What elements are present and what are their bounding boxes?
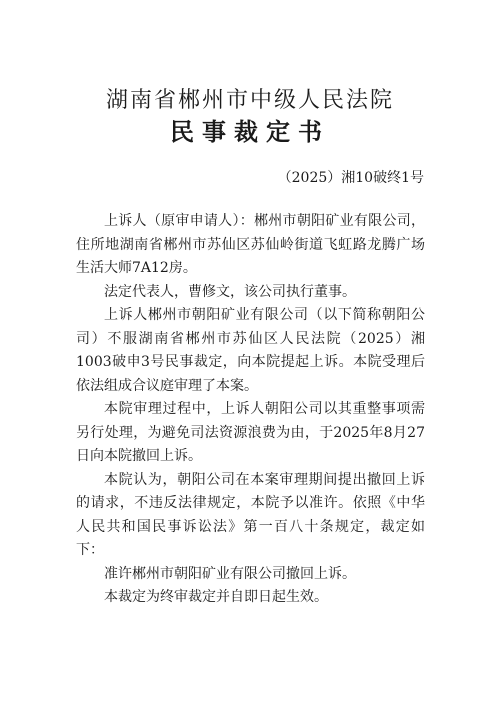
paragraph-court-opinion: 本院认为，朝阳公司在本案审理期间提出撤回上诉的请求，不违反法律规定，本院予以准许。依照《中华人民共和国民事诉讼法》第一百八十条规定，裁定如下：	[76, 471, 425, 558]
paragraph-appellant: 上诉人（原审申请人）：郴州市朝阳矿业有限公司，住所地湖南省郴州市苏仙区苏仙岭街道飞虹路龙腾广场生活大师7A12房。	[76, 213, 425, 276]
paragraph-legal-representative: 法定代表人，曹修文，该公司执行董事。	[104, 283, 356, 300]
document-body	[76, 210, 425, 610]
case-number: （2025）湘10破终1号	[277, 170, 424, 186]
document-title: 民事裁定书	[170, 117, 330, 146]
paragraph-finality: 本裁定为终审裁定并自即日起生效。	[104, 589, 328, 605]
paragraph-withdrawal: 本院审理过程中，上诉人朝阳公司以其重整事项需另行处理，为避免司法资源浪费为由，于2025年8月27日向本院撤回上诉。	[76, 401, 425, 464]
paragraph-case-background: 上诉人郴州市朝阳矿业有限公司（以下简称朝阳公司）不服湖南省郴州市苏仙区人民法院（2025）湘1003破申3号民事裁定，向本院提起上诉。本院受理后依法组成合议庭审理了本案。	[76, 307, 425, 394]
paragraph-ruling: 准许郴州市朝阳矿业有限公司撤回上诉。	[104, 565, 356, 582]
court-name: 湖南省郴州市中级人民法院	[105, 88, 394, 113]
